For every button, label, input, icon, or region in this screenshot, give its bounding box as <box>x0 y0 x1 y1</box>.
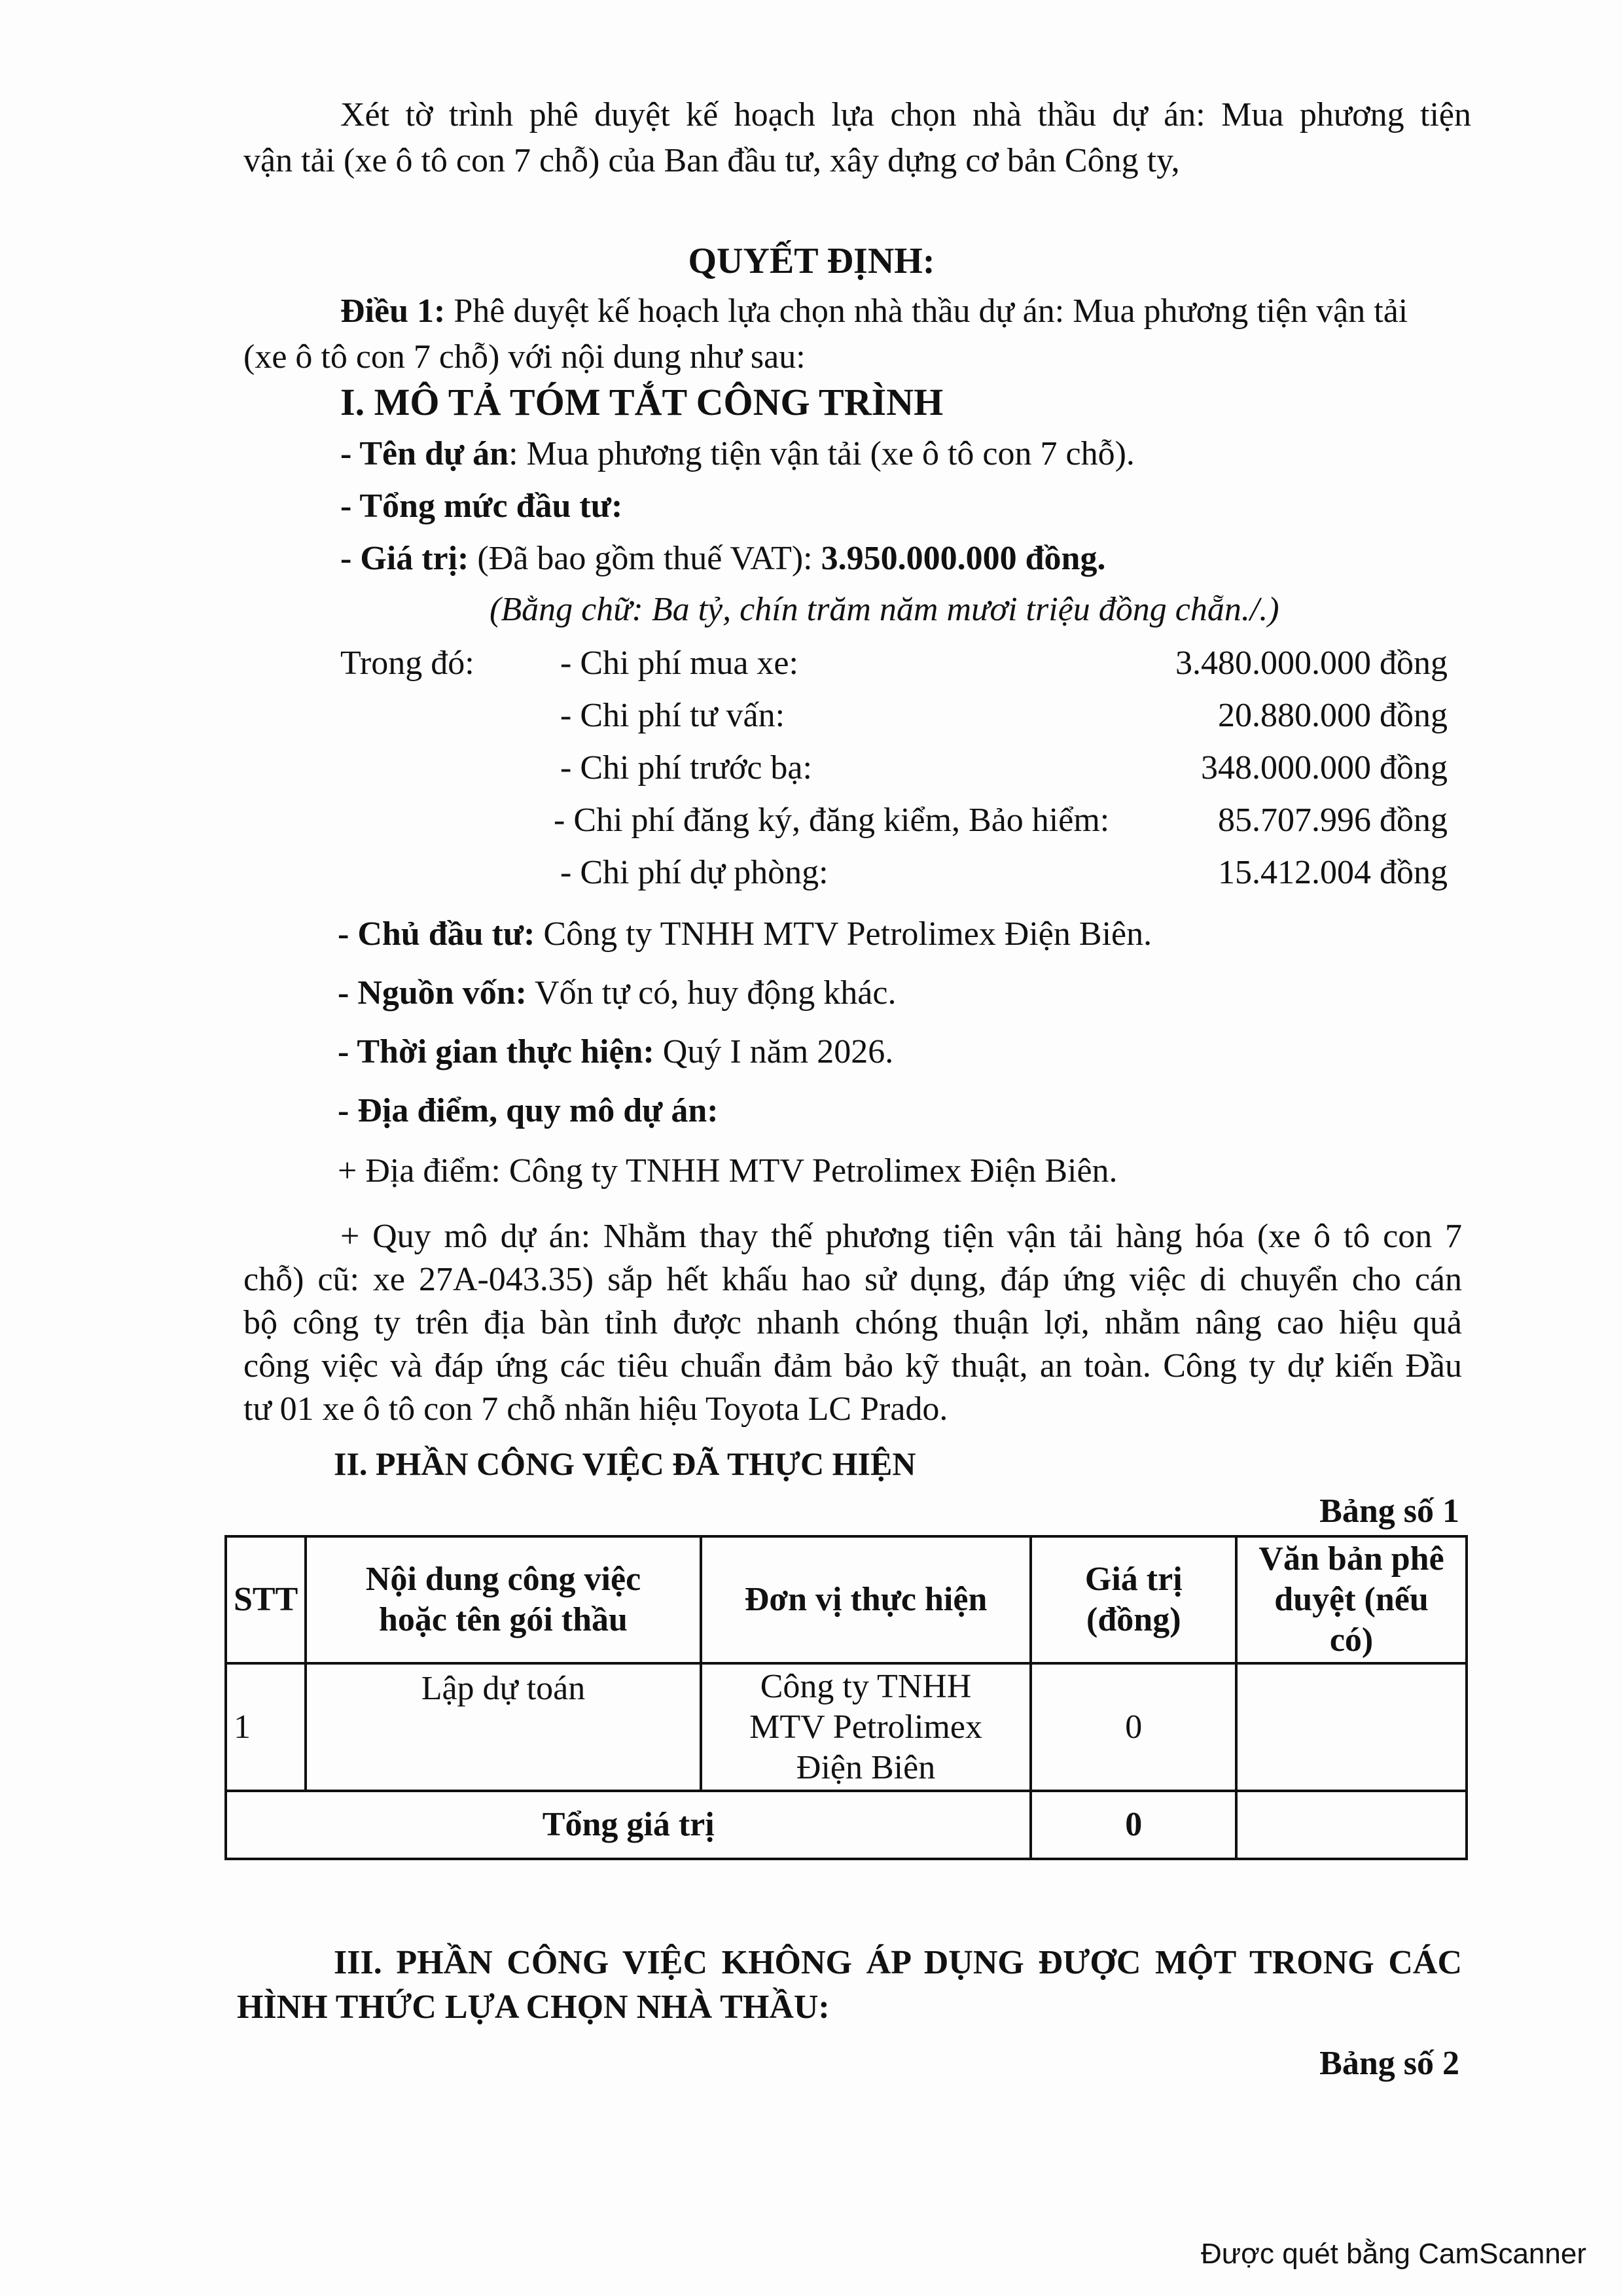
header-stt: STT <box>226 1536 306 1663</box>
location-line: + Địa điểm: Công ty TNHH MTV Petrolimex Điện Biên. <box>338 1152 1118 1190</box>
scale-line-4: công việc và đáp ứng các tiêu chuẩn đảm bảo kỹ thuật, an toàn. Công ty dự kiến Đầu <box>243 1347 1462 1385</box>
implementation-time <box>338 1031 893 1073</box>
header-document-text: Văn bản phê duyệt (nếu có) <box>1258 1540 1444 1659</box>
header-content <box>306 1536 700 1663</box>
breakdown-label: Trong đó: <box>340 645 474 682</box>
table-1 <box>224 1535 1468 1860</box>
investor-value: Công ty TNHH MTV Petrolimex Điện Biên. <box>535 915 1152 953</box>
project-name-value: : Mua phương tiện vận tải (xe ô tô con 7 chỗ). <box>508 435 1135 472</box>
scale-line-5: tư 01 xe ô tô con 7 chỗ nhãn hiệu Toyota LC Prado. <box>243 1390 948 1428</box>
investor <box>338 913 1152 955</box>
breakdown-amount: 3.480.000.000 đồng <box>1175 645 1448 682</box>
section-1-title: I. MÔ TẢ TÓM TẮT CÔNG TRÌNH <box>340 381 944 423</box>
section-3-title-line-2: HÌNH THỨC LỰA CHỌN NHÀ THẦU: <box>237 1988 830 2026</box>
header-document <box>1236 1536 1467 1663</box>
article-1-line-1 <box>340 291 1408 332</box>
capital-source <box>338 972 896 1014</box>
capital-label: - Nguồn vốn: <box>338 974 527 1012</box>
time-value: Quý I năm 2026. <box>654 1033 894 1070</box>
investor-label: - Chủ đầu tư: <box>338 915 535 953</box>
value-text: (Đã bao gồm thuế VAT): <box>469 540 821 577</box>
breakdown-item: - Chi phí mua xe: <box>560 645 798 682</box>
breakdown-amount: 85.707.996 đồng <box>1218 802 1448 839</box>
intro-line-1: Xét tờ trình phê duyệt kế hoạch lựa chọn nhà thầu dự án: Mua phương tiện <box>340 96 1471 133</box>
row-unit-text: Công ty TNHH MTV Petrolimex Điện Biên <box>749 1667 982 1786</box>
value-label: - Giá trị: <box>340 540 469 577</box>
header-value-text: Giá trị (đồng) <box>1084 1561 1183 1638</box>
breakdown-amount: 15.412.004 đồng <box>1218 854 1448 891</box>
table-row <box>226 1663 1467 1791</box>
camscanner-watermark: Được quét bằng CamScanner <box>1200 2238 1586 2270</box>
row-unit <box>701 1663 1031 1791</box>
total-value: 0 <box>1031 1791 1236 1859</box>
breakdown-amount: 20.880.000 đồng <box>1218 697 1448 734</box>
value-line <box>340 538 1105 580</box>
header-content-text: Nội dung công việc hoặc tên gói thầu <box>365 1561 641 1638</box>
row-content: Lập dự toán <box>306 1663 700 1791</box>
intro-line-2: vận tải (xe ô tô con 7 chỗ) của Ban đầu tư, xây dựng cơ bản Công ty, <box>243 142 1180 179</box>
breakdown-item: - Chi phí trước bạ: <box>560 749 812 786</box>
total-label: Tổng giá trị <box>226 1791 1031 1859</box>
header-value <box>1031 1536 1236 1663</box>
table-header-row <box>226 1536 1467 1663</box>
breakdown-item: - Chi phí tư vấn: <box>560 697 785 734</box>
table-total-row <box>226 1791 1467 1859</box>
breakdown-amount: 348.000.000 đồng <box>1201 749 1448 786</box>
scale-line-2: chỗ) cũ: xe 27A-043.35) sắp hết khấu hao sử dụng, đáp ứng việc di chuyển cho cán <box>243 1261 1462 1298</box>
time-label: - Thời gian thực hiện: <box>338 1033 654 1070</box>
scale-line-1: + Quy mô dự án: Nhằm thay thế phương tiện vận tải hàng hóa (xe ô tô con 7 <box>340 1218 1462 1255</box>
row-document <box>1236 1663 1467 1791</box>
section-2-title: II. PHẦN CÔNG VIỆC ĐÃ THỰC HIỆN <box>334 1445 916 1482</box>
breakdown-item: - Chi phí đăng ký, đăng kiểm, Bảo hiểm: <box>554 802 1110 839</box>
location-scale-label: - Địa điểm, quy mô dự án: <box>338 1092 719 1129</box>
total-investment-label: - Tổng mức đầu tư: <box>340 487 623 525</box>
value-in-words: (Bằng chữ: Ba tỷ, chín trăm năm mươi triệu đồng chẵn./.) <box>490 591 1279 628</box>
table-2-label: Bảng số 2 <box>1319 2045 1459 2082</box>
scale-line-3: bộ công ty trên địa bàn tỉnh được nhanh chóng thuận lợi, nhằm nâng cao hiệu quả <box>243 1304 1462 1341</box>
section-3-title-line-1: III. PHẦN CÔNG VIỆC KHÔNG ÁP DỤNG ĐƯỢC MỘT TRONG CÁC <box>334 1944 1462 1981</box>
capital-value: Vốn tự có, huy động khác. <box>526 974 897 1012</box>
row-stt: 1 <box>226 1663 306 1791</box>
row-value: 0 <box>1031 1663 1236 1791</box>
decision-title: QUYẾT ĐỊNH: <box>688 241 935 281</box>
project-name-label: - Tên dự án <box>340 435 509 472</box>
breakdown-item: - Chi phí dự phòng: <box>560 854 829 891</box>
total-document <box>1236 1791 1467 1859</box>
article-1-text: Phê duyệt kế hoạch lựa chọn nhà thầu dự án: Mua phương tiện vận tải <box>445 292 1408 330</box>
article-1-line-2: (xe ô tô con 7 chỗ) với nội dung như sau: <box>243 338 806 376</box>
value-amount: 3.950.000.000 đồng. <box>821 540 1106 577</box>
table-1-label: Bảng số 1 <box>1319 1492 1459 1530</box>
article-1-label: Điều 1: <box>340 292 446 330</box>
header-unit: Đơn vị thực hiện <box>701 1536 1031 1663</box>
project-name <box>340 433 1135 475</box>
